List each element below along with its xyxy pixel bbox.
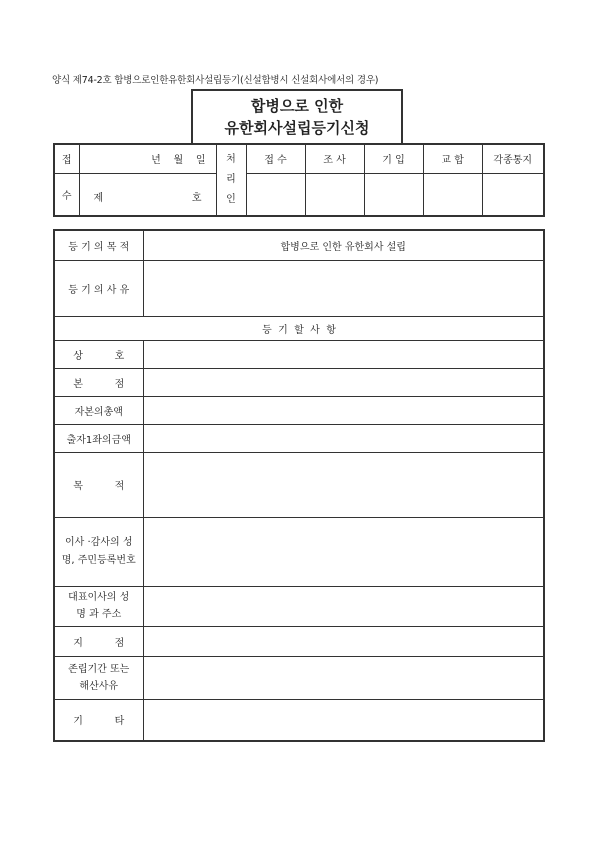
item-label: 이사 ·감사의 성명, 주민등록번호 xyxy=(54,517,143,586)
item-value[interactable] xyxy=(143,396,544,424)
item-value[interactable] xyxy=(143,424,544,452)
title-line-2: 유한회사설립등기신청 xyxy=(224,119,370,137)
processing-label: 처리인 xyxy=(216,144,246,216)
item-value[interactable] xyxy=(143,626,544,656)
stamp-cell-review[interactable] xyxy=(305,173,364,216)
item-label: 기 타 xyxy=(54,699,143,741)
title-line-1: 합병으로 인한 xyxy=(250,97,344,115)
item-label: 목 적 xyxy=(54,452,143,517)
reason-label: 등 기 의 사 유 xyxy=(54,260,143,316)
stamp-cell-check[interactable] xyxy=(423,173,482,216)
purpose-value[interactable]: 합병으로 인한 유한회사 설립 xyxy=(143,230,544,260)
item-label: 상 호 xyxy=(54,340,143,368)
item-value[interactable] xyxy=(143,699,544,741)
stamp-cell-entry[interactable] xyxy=(364,173,423,216)
receipt-number-field[interactable] xyxy=(79,173,216,216)
form-number: 양식 제74-2호 합병으로인한유한회사설립등기(신설합병시 신설회사에서의 경우) xyxy=(52,75,379,86)
item-value[interactable] xyxy=(143,340,544,368)
stamp-cell-notice[interactable] xyxy=(482,173,544,216)
column-header-notice: 각종통지 xyxy=(482,144,544,173)
receipt-table xyxy=(53,143,545,217)
reason-value[interactable] xyxy=(143,260,544,316)
item-label: 출자1좌의금액 xyxy=(54,424,143,452)
column-header-review: 조 사 xyxy=(305,144,364,173)
item-label: 자본의총액 xyxy=(54,396,143,424)
receipt-label-bottom: 수 xyxy=(54,173,79,216)
receipt-date-field[interactable]: 년 월 일 xyxy=(79,144,216,173)
item-label: 대표이사의 성명 과 주소 xyxy=(54,586,143,626)
column-header-entry: 기 입 xyxy=(364,144,423,173)
form-title xyxy=(191,89,403,143)
item-label: 지 점 xyxy=(54,626,143,656)
item-value[interactable] xyxy=(143,517,544,586)
item-value[interactable] xyxy=(143,586,544,626)
stamp-cell-receipt[interactable] xyxy=(246,173,305,216)
item-value[interactable] xyxy=(143,656,544,699)
item-label: 본 점 xyxy=(54,368,143,396)
application-table xyxy=(53,229,545,742)
column-header-check: 교 합 xyxy=(423,144,482,173)
receipt-label-top: 접 xyxy=(54,144,79,173)
column-header-receipt: 접 수 xyxy=(246,144,305,173)
number-suffix: 호 xyxy=(191,192,202,204)
purpose-label: 등 기 의 목 적 xyxy=(54,230,143,260)
number-prefix: 제 xyxy=(93,192,104,204)
item-value[interactable] xyxy=(143,368,544,396)
items-header: 등 기 할 사 항 xyxy=(54,316,544,340)
item-value[interactable] xyxy=(143,452,544,517)
item-label: 존립기간 또는 해산사유 xyxy=(54,656,143,699)
